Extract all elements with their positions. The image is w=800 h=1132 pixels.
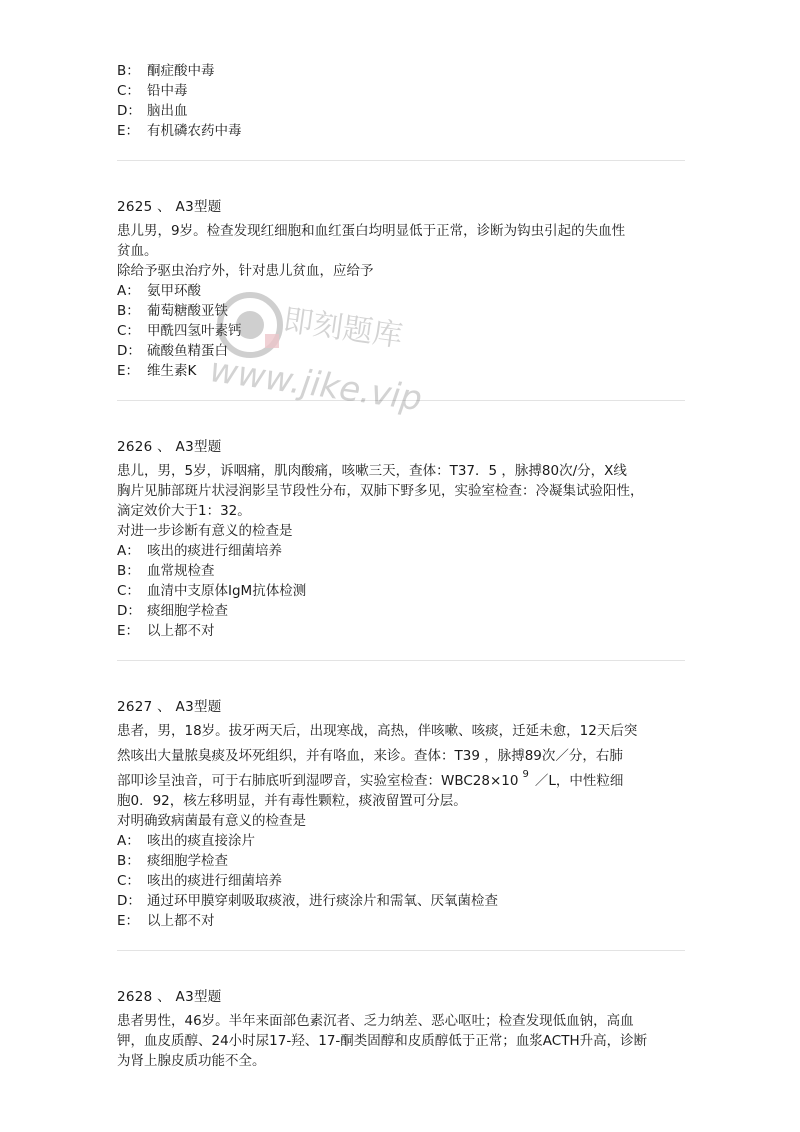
question-stem: 部叩诊呈浊音，可于右肺底听到湿啰音，实验室检查：WBC28×10 $^9$ ／L，中性粒细 — [117, 769, 624, 789]
question-stem: 为肾上腺皮质功能不全。 — [117, 1053, 266, 1069]
question-stem: 患儿男，9岁。检查发现红细胞和血红蛋白均明显低于正常，诊断为钩虫引起的失血性 — [117, 223, 626, 239]
question-stem: 对进一步诊断有意义的检查是 — [117, 523, 293, 539]
option-d: D： 脑出血 — [117, 103, 188, 119]
superscript: 9 — [522, 769, 529, 780]
option-c: C： 铅中毒 — [117, 83, 188, 99]
option-a: A： 氨甲环酸 — [117, 283, 201, 299]
option-a: A： 咳出的痰进行细菌培养 — [117, 543, 282, 559]
option-e: E： 以上都不对 — [117, 623, 215, 639]
option-c: C： 血清中支原体IgM抗体检测 — [117, 583, 307, 599]
question-stem: 滴定效价大于1：32。 — [117, 503, 251, 519]
question-stem: 钾，血皮质醇、24小时尿17-羟、17-酮类固醇和皮质醇低于正常；血浆ACTH升高，诊断 — [117, 1033, 648, 1049]
question-stem: 胞0．92，核左移明显，并有毒性颗粒，痰液留置可分层。 — [117, 793, 467, 809]
divider — [117, 660, 685, 661]
question-stem: 对明确致病菌最有意义的检查是 — [117, 813, 306, 829]
divider — [117, 950, 685, 951]
option-e: E： 以上都不对 — [117, 913, 215, 929]
option-b: B： 血常规检查 — [117, 563, 215, 579]
question-stem: 贫血。 — [117, 243, 158, 259]
divider — [117, 160, 685, 161]
question-header: 2627 、 A3型题 — [117, 699, 222, 715]
question-stem: 患儿，男，5岁，诉咽痛，肌肉酸痛，咳嗽三天，查体：T37．5 ，脉搏80次/分，X线 — [117, 463, 627, 479]
question-header: 2625 、 A3型题 — [117, 199, 222, 215]
option-a: A： 咳出的痰直接涂片 — [117, 833, 255, 849]
option-d: D： 通过环甲膜穿刺吸取痰液，进行痰涂片和需氧、厌氧菌检查 — [117, 893, 498, 909]
option-e: E： 有机磷农药中毒 — [117, 123, 242, 139]
option-b: B： 葡萄糖酸亚铁 — [117, 303, 228, 319]
option-d: D： 硫酸鱼精蛋白 — [117, 343, 228, 359]
question-stem: 患者男性，46岁。半年来面部色素沉者、乏力纳差、恶心呕吐；检查发现低血钠，高血 — [117, 1013, 634, 1029]
option-e: E： 维生素K — [117, 363, 197, 379]
option-c: C： 咳出的痰进行细菌培养 — [117, 873, 282, 889]
watermark-url: www.jike.vip — [207, 350, 425, 420]
option-b: B： 痰细胞学检查 — [117, 853, 228, 869]
option-d: D： 痰细胞学检查 — [117, 603, 228, 619]
question-header: 2628 、 A3型题 — [117, 989, 222, 1005]
option-b: B： 酮症酸中毒 — [117, 63, 215, 79]
watermark-brand: 即刻题库 — [281, 302, 405, 355]
watermark — [205, 290, 435, 420]
option-c: C： 甲酰四氢叶素钙 — [117, 323, 242, 339]
question-stem: 胸片见肺部斑片状浸润影呈节段性分布，双肺下野多见，实验室检查：冷凝集试验阳性， — [117, 483, 644, 499]
question-header: 2626 、 A3型题 — [117, 439, 222, 455]
question-stem: 除给予驱虫治疗外，针对患儿贫血，应给予 — [117, 263, 374, 279]
divider — [117, 400, 685, 401]
question-stem: 患者，男，18岁。拔牙两天后，出现寒战，高热，伴咳嗽、咳痰，迁延未愈，12天后突 — [117, 723, 638, 739]
question-stem: 然咳出大量脓臭痰及坏死组织，并有咯血，来诊。查体：T39 ，脉搏89次／分，右肺 — [117, 748, 623, 764]
